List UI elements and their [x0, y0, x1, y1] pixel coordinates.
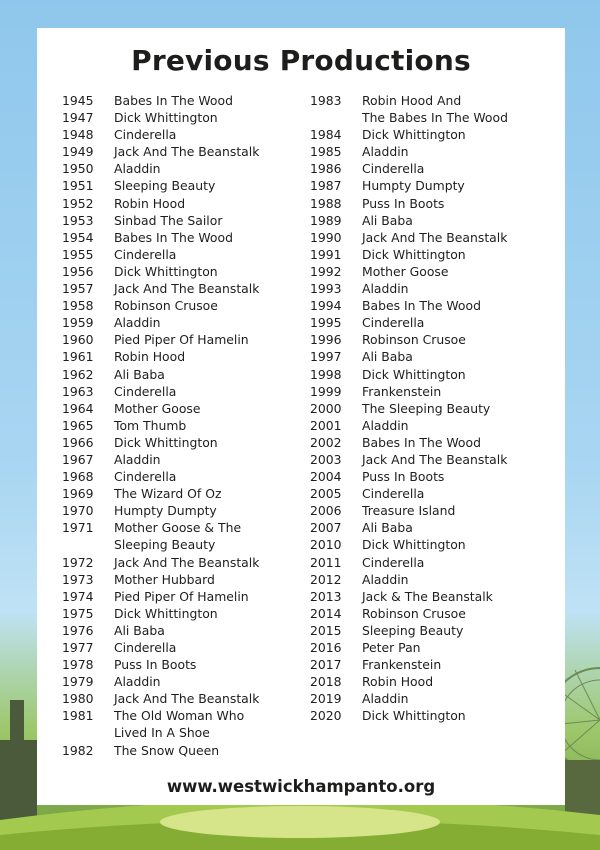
production-title: Cinderella	[114, 127, 177, 143]
production-entry	[62, 177, 307, 194]
production-year: 1950	[62, 161, 94, 177]
production-year: 1987	[310, 178, 342, 194]
production-entry	[310, 109, 560, 126]
production-title: Sinbad The Sailor	[114, 212, 223, 228]
production-title: Jack & The Beanstalk	[362, 588, 493, 604]
production-entry	[310, 673, 560, 690]
production-entry	[310, 297, 560, 314]
production-title: Dick Whittington	[362, 537, 466, 553]
production-title: Jack And The Beanstalk	[114, 281, 260, 297]
production-year: 1956	[62, 263, 94, 279]
production-year: 1986	[310, 161, 342, 177]
production-entry	[310, 417, 560, 434]
production-year: 1977	[62, 640, 94, 655]
production-title: Humpty Dumpty	[362, 178, 465, 194]
productions-card	[37, 28, 565, 805]
production-entry	[62, 263, 307, 280]
production-year: 1974	[62, 588, 94, 604]
production-title: Cinderella	[362, 486, 425, 502]
production-year: 1969	[62, 486, 94, 502]
production-entry	[62, 707, 307, 724]
production-title: Aladdin	[114, 161, 161, 177]
production-entry	[62, 229, 307, 246]
production-entry	[310, 571, 560, 588]
production-entry	[310, 536, 560, 553]
production-year: 1984	[310, 127, 342, 143]
production-title: Ali Baba	[362, 349, 413, 365]
production-year: 1985	[310, 144, 342, 160]
production-year: 1972	[62, 554, 94, 570]
production-title: Babes In The Wood	[114, 229, 233, 245]
production-entry	[62, 536, 307, 553]
production-year: 1948	[62, 127, 94, 143]
production-title: Robinson Crusoe	[114, 298, 218, 314]
production-year: 2002	[310, 434, 342, 450]
productions-list-left	[62, 92, 307, 759]
production-year: 2019	[310, 691, 342, 707]
production-title: Babes In The Wood	[114, 93, 233, 108]
production-year: 1958	[62, 298, 94, 314]
production-title: Robin Hood	[114, 195, 186, 211]
production-year: 1999	[310, 383, 342, 399]
production-entry	[310, 263, 560, 280]
production-entry	[62, 605, 307, 622]
production-year: 1957	[62, 281, 94, 297]
production-title: Mother Goose & The	[114, 520, 242, 536]
production-entry	[310, 314, 560, 331]
production-title: Puss In Boots	[362, 469, 445, 485]
production-title: Tom Thumb	[114, 417, 187, 433]
production-title: Jack And The Beanstalk	[114, 554, 260, 570]
production-entry	[310, 400, 560, 417]
production-year: 1973	[62, 571, 94, 587]
production-entry	[310, 707, 560, 724]
production-year: 1990	[310, 229, 342, 245]
production-year: 1979	[62, 674, 94, 690]
production-title: Frankenstein	[362, 657, 442, 673]
production-title: Puss In Boots	[114, 657, 197, 673]
production-entry	[62, 348, 307, 365]
production-entry	[310, 177, 560, 194]
production-title: Ali Baba	[114, 366, 165, 382]
production-entry	[310, 212, 560, 229]
production-title: Mother Goose	[114, 400, 201, 416]
production-year: 1954	[62, 229, 94, 245]
production-entry	[62, 434, 307, 451]
productions-list-right	[310, 92, 560, 724]
production-entry	[310, 160, 560, 177]
production-year: 2017	[310, 657, 342, 673]
production-entry	[62, 639, 307, 656]
production-year: 1978	[62, 657, 94, 673]
production-title: Robinson Crusoe	[362, 332, 466, 348]
production-entry	[62, 246, 307, 263]
production-title: Robinson Crusoe	[362, 605, 466, 621]
production-entry	[310, 656, 560, 673]
production-entry	[62, 331, 307, 348]
production-title: Jack And The Beanstalk	[114, 144, 260, 160]
production-title: Aladdin	[362, 281, 409, 297]
production-year: 2006	[310, 503, 342, 519]
production-entry	[310, 622, 560, 639]
production-entry	[310, 639, 560, 656]
production-title: Jack And The Beanstalk	[114, 691, 260, 707]
production-entry	[310, 280, 560, 297]
production-entry	[62, 656, 307, 673]
production-year: 1989	[310, 212, 342, 228]
production-entry	[62, 195, 307, 212]
production-entry	[62, 92, 307, 109]
production-title: Cinderella	[362, 315, 425, 331]
production-title: Sleeping Beauty	[114, 537, 216, 553]
production-entry	[310, 348, 560, 365]
production-entry	[62, 280, 307, 297]
production-year: 1960	[62, 332, 94, 348]
production-year: 1971	[62, 520, 94, 536]
production-title: Sleeping Beauty	[362, 622, 464, 638]
production-title: Frankenstein	[362, 383, 442, 399]
production-year: 1994	[310, 298, 342, 314]
production-title: Lived In A Shoe	[114, 725, 210, 741]
production-entry	[310, 195, 560, 212]
production-year: 1966	[62, 434, 94, 450]
production-entry	[310, 366, 560, 383]
production-title: Robin Hood And	[362, 93, 462, 108]
production-year: 2015	[310, 622, 342, 638]
production-title: The Babes In The Wood	[362, 110, 508, 126]
production-title: The Snow Queen	[114, 742, 220, 758]
production-title: Treasure Island	[362, 503, 456, 519]
production-title: Dick Whittington	[362, 708, 466, 724]
production-entry	[310, 519, 560, 536]
production-year	[62, 536, 114, 553]
production-entry	[310, 434, 560, 451]
production-entry	[310, 451, 560, 468]
production-year: 1996	[310, 332, 342, 348]
production-entry	[62, 451, 307, 468]
production-title: The Sleeping Beauty	[362, 400, 491, 416]
production-title: Aladdin	[362, 571, 409, 587]
production-title: Cinderella	[362, 554, 425, 570]
production-year: 2014	[310, 605, 342, 621]
production-title: Dick Whittington	[114, 434, 218, 450]
production-title: Dick Whittington	[114, 110, 218, 126]
production-entry	[62, 366, 307, 383]
production-title: Aladdin	[362, 144, 409, 160]
production-title: Cinderella	[114, 640, 177, 655]
production-year: 1952	[62, 195, 94, 211]
production-year: 1961	[62, 349, 94, 365]
production-title: Cinderella	[362, 161, 425, 177]
production-entry	[310, 690, 560, 707]
production-year: 1988	[310, 195, 342, 211]
production-entry	[62, 160, 307, 177]
production-year: 1949	[62, 144, 94, 160]
production-entry	[62, 690, 307, 707]
production-entry	[62, 143, 307, 160]
production-entry	[62, 109, 307, 126]
production-title: Cinderella	[114, 469, 177, 485]
production-entry	[62, 673, 307, 690]
production-entry	[62, 297, 307, 314]
production-entry	[62, 724, 307, 741]
production-year: 1965	[62, 417, 94, 433]
page-title: Previous Productions	[131, 44, 471, 77]
production-year: 1993	[310, 281, 342, 297]
production-title: Robin Hood	[114, 349, 186, 365]
production-entry	[62, 468, 307, 485]
production-entry	[62, 571, 307, 588]
production-year: 2003	[310, 451, 342, 467]
production-year: 1997	[310, 349, 342, 365]
production-entry	[310, 468, 560, 485]
production-entry	[62, 622, 307, 639]
production-title: Puss In Boots	[362, 195, 445, 211]
production-title: Dick Whittington	[114, 263, 218, 279]
production-entry	[62, 417, 307, 434]
production-title: Aladdin	[362, 691, 409, 707]
production-title: Sleeping Beauty	[114, 178, 216, 194]
production-title: Aladdin	[114, 315, 161, 331]
production-year: 1998	[310, 366, 342, 382]
production-title: Ali Baba	[362, 212, 413, 228]
production-year: 1967	[62, 451, 94, 467]
production-entry	[310, 588, 560, 605]
production-title: Humpty Dumpty	[114, 503, 217, 519]
production-title: Robin Hood	[362, 674, 434, 690]
production-year: 1968	[62, 469, 94, 485]
production-year: 1963	[62, 383, 94, 399]
production-entry	[62, 742, 307, 759]
production-entry	[310, 126, 560, 143]
production-title: Babes In The Wood	[362, 434, 481, 450]
production-title: Mother Goose	[362, 263, 449, 279]
production-title: Babes In The Wood	[362, 298, 481, 314]
production-title: Aladdin	[114, 674, 161, 690]
production-year: 1995	[310, 315, 342, 331]
production-entry	[310, 143, 560, 160]
production-title: Cinderella	[114, 383, 177, 399]
production-entry	[310, 331, 560, 348]
production-year: 1982	[62, 742, 94, 758]
production-title: Dick Whittington	[114, 605, 218, 621]
production-year: 1962	[62, 366, 94, 382]
production-title: Pied Piper Of Hamelin	[114, 332, 249, 348]
production-entry	[62, 502, 307, 519]
production-title: Aladdin	[362, 417, 409, 433]
production-title: Dick Whittington	[362, 127, 466, 143]
production-year: 1945	[62, 93, 94, 108]
production-year: 1951	[62, 178, 94, 194]
production-entry	[62, 212, 307, 229]
production-title: Ali Baba	[362, 520, 413, 536]
production-year: 1983	[310, 93, 342, 108]
production-title: Dick Whittington	[362, 246, 466, 262]
production-title: Dick Whittington	[362, 366, 466, 382]
production-year: 2000	[310, 400, 342, 416]
production-year: 1970	[62, 503, 94, 519]
production-title: Jack And The Beanstalk	[362, 451, 508, 467]
production-year: 1953	[62, 212, 94, 228]
production-year: 1980	[62, 691, 94, 707]
production-title: Pied Piper Of Hamelin	[114, 588, 249, 604]
production-year: 1947	[62, 110, 94, 126]
production-year: 1955	[62, 246, 94, 262]
production-year	[310, 109, 362, 126]
production-title: Peter Pan	[362, 640, 421, 655]
production-entry	[62, 314, 307, 331]
production-title: Jack And The Beanstalk	[362, 229, 508, 245]
production-entry	[62, 519, 307, 536]
production-year: 1976	[62, 622, 94, 638]
production-entry	[310, 92, 560, 109]
production-year: 2020	[310, 708, 342, 724]
production-year: 1959	[62, 315, 94, 331]
production-year: 2010	[310, 537, 342, 553]
production-entry	[62, 383, 307, 400]
production-entry	[62, 485, 307, 502]
production-year: 2011	[310, 554, 342, 570]
production-entry	[310, 485, 560, 502]
production-year: 1992	[310, 263, 342, 279]
production-entry	[310, 502, 560, 519]
production-title: The Old Woman Who	[114, 708, 245, 724]
production-entry	[310, 554, 560, 571]
production-title: Cinderella	[114, 246, 177, 262]
production-entry	[62, 126, 307, 143]
production-year: 1981	[62, 708, 94, 724]
production-year: 2018	[310, 674, 342, 690]
production-entry	[310, 383, 560, 400]
production-entry	[62, 554, 307, 571]
production-year: 2001	[310, 417, 342, 433]
production-year	[62, 724, 114, 741]
production-entry	[310, 246, 560, 263]
website-url: www.westwickhampanto.org	[166, 777, 436, 796]
production-year: 2013	[310, 588, 342, 604]
production-title: Mother Hubbard	[114, 571, 215, 587]
production-year: 2004	[310, 469, 342, 485]
production-year: 2016	[310, 640, 342, 655]
production-title: The Wizard Of Oz	[114, 486, 222, 502]
production-title: Aladdin	[114, 451, 161, 467]
production-entry	[310, 605, 560, 622]
production-year: 1975	[62, 605, 94, 621]
production-year: 2007	[310, 520, 342, 536]
production-year: 2005	[310, 486, 342, 502]
production-entry	[62, 400, 307, 417]
production-entry	[62, 588, 307, 605]
production-year: 1991	[310, 246, 342, 262]
production-year: 1964	[62, 400, 94, 416]
production-entry	[310, 229, 560, 246]
production-title: Ali Baba	[114, 622, 165, 638]
production-year: 2012	[310, 571, 342, 587]
